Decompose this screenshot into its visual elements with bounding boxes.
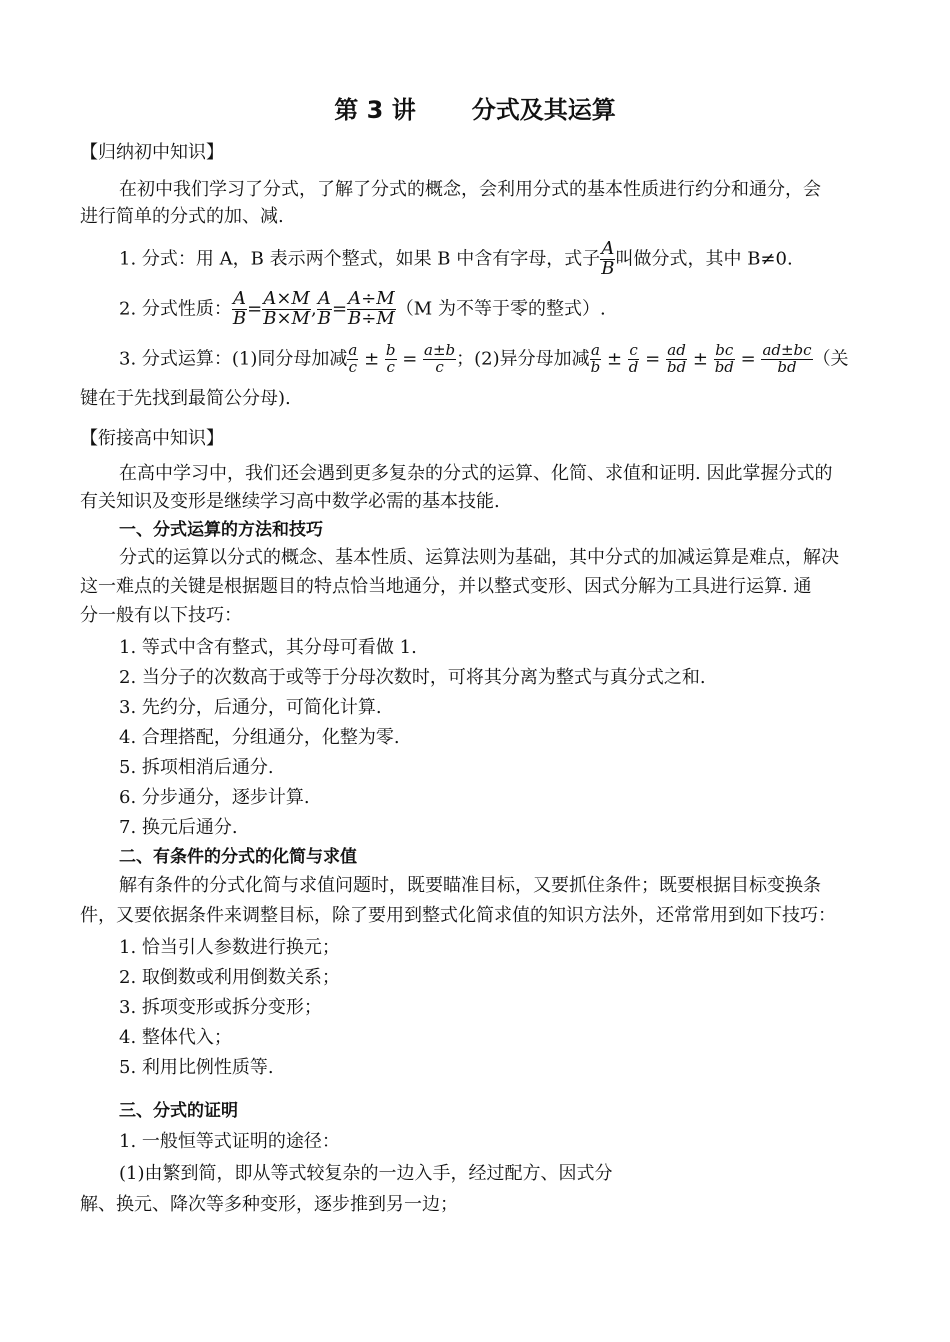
- list-item: 2. 取倒数或利用倒数关系；: [119, 967, 340, 988]
- fraction: $\frac{ad}{bd}$: [666, 341, 687, 376]
- lecture-topic: 分式及其运算: [471, 96, 616, 124]
- item-text: ；(2)异分母加减: [456, 348, 590, 370]
- paragraph-line: 分式的运算以分式的概念、基本性质、运算法则为基础，其中分式的加减运算是难点，解决: [119, 547, 839, 568]
- paragraph-line: 键在于先找到最简公分母).: [80, 388, 291, 409]
- paragraph-line: 在初中我们学习了分式，了解了分式的概念，会利用分式的基本性质进行约分和通分，会: [119, 179, 821, 200]
- operation-item: 3. 分式运算：(1)同分母加减 $\frac{a}{c}$ ± $\frac{b}{c}$ = $\frac{a\pm b}{c}$ ；(2)异分母加减 $\frac{a}{b}$ ± $\frac{c}{d}$ = $\frac{ad}{bd}$ ± $\frac{bc}{bd}$ = $\frac{ad\pm bc}{bd}$ （关: [119, 341, 849, 376]
- list-item: 5. 利用比例性质等.: [119, 1057, 274, 1078]
- list-item: 6. 分步通分，逐步计算.: [119, 787, 310, 808]
- item-text: （关: [812, 348, 849, 370]
- paragraph-line: 在高中学习中，我们还会遇到更多复杂的分式的运算、化简、求值和证明. 因此掌握分式的: [119, 463, 833, 484]
- fraction: $\frac{A\div M}{B\div M}$: [348, 288, 395, 329]
- item-text: （M 为不等于零的整式）.: [395, 298, 606, 320]
- fraction: $\frac{A}{B}$: [232, 288, 247, 329]
- paragraph-line: 分一般有以下技巧：: [80, 605, 242, 626]
- property-item: 2. 分式性质： $\frac{A}{B}$ = $\frac{A\times M}{B\times M}$ , $\frac{A}{B}$ = $\frac{A\div M}{B\div M}$ （M 为不等于零的整式）.: [119, 288, 606, 329]
- item-text: 1. 分式：用 A，B 表示两个整式，如果 B 中含有字母，式子: [119, 248, 601, 270]
- section-label-junior: 【归纳初中知识】: [80, 142, 224, 163]
- item-text: 3. 分式运算：(1)同分母加减: [119, 348, 348, 370]
- paragraph-line: 进行简单的分式的加、减.: [80, 206, 284, 227]
- section-label-senior: 【衔接高中知识】: [80, 428, 224, 449]
- fraction: $\frac{a}{b}$: [590, 341, 601, 376]
- section-heading: 三、分式的证明: [119, 1101, 238, 1121]
- fraction: $\frac{A}{B}$: [317, 288, 331, 329]
- fraction: $\frac{a}{c}$: [348, 341, 358, 376]
- paragraph-line: 解有条件的分式化简与求值问题时，既要瞄准目标，又要抓住条件；既要根据目标变换条: [119, 875, 821, 896]
- list-item: 5. 拆项相消后通分.: [119, 757, 274, 778]
- list-item: 2. 当分子的次数高于或等于分母次数时，可将其分离为整式与真分式之和.: [119, 667, 706, 688]
- paragraph-line: 解、换元、降次等多种变形，逐步推到另一边；: [80, 1194, 458, 1215]
- item-text: 叫做分式，其中 B≠0.: [615, 248, 793, 270]
- fraction-denominator: B: [601, 257, 615, 279]
- definition-item: [119, 240, 793, 279]
- section-heading: 二、有条件的分式的化简与求值: [119, 847, 357, 867]
- paragraph-line: 件，又要依据条件来调整目标，除了要用到整式化简求值的知识方法外，还常常用到如下技巧：: [80, 905, 836, 926]
- paragraph-line: (1)由繁到简，即从等式较复杂的一边入手，经过配方、因式分: [119, 1163, 613, 1184]
- fraction: [600, 240, 615, 279]
- list-item: 7. 换元后通分.: [119, 817, 238, 838]
- fraction: $\frac{A\times M}{B\times M}$: [263, 288, 310, 329]
- paragraph-line: 这一难点的关键是根据题目的特点恰当地通分，并以整式变形、因式分解为工具进行运算. 通: [80, 576, 812, 597]
- section-heading: 一、分式运算的方法和技巧: [119, 520, 323, 540]
- list-item: 3. 先约分，后通分，可简化计算.: [119, 697, 382, 718]
- fraction: $\frac{c}{d}$: [628, 341, 639, 376]
- lecture-number: 第 3 讲: [334, 96, 416, 124]
- list-item: 4. 整体代入；: [119, 1027, 232, 1048]
- paragraph-line: 有关知识及变形是继续学习高中数学必需的基本技能.: [80, 491, 500, 512]
- fraction: $\frac{bc}{bd}$: [714, 341, 734, 376]
- paragraph-line: 1. 一般恒等式证明的途径：: [119, 1131, 340, 1152]
- list-item: 3. 拆项变形或拆分变形；: [119, 997, 322, 1018]
- list-item: 1. 恰当引人参数进行换元；: [119, 937, 340, 958]
- fraction-numerator: A: [601, 238, 615, 259]
- page-title: [0, 90, 950, 125]
- fraction: $\frac{a\pm b}{c}$: [424, 341, 456, 376]
- list-item: 1. 等式中含有整式，其分母可看做 1.: [119, 637, 417, 658]
- fraction: $\frac{b}{c}$: [385, 341, 396, 376]
- list-item: 4. 合理搭配，分组通分，化整为零.: [119, 727, 400, 748]
- fraction: $\frac{ad\pm bc}{bd}$: [762, 341, 812, 376]
- item-text: 2. 分式性质：: [119, 298, 232, 320]
